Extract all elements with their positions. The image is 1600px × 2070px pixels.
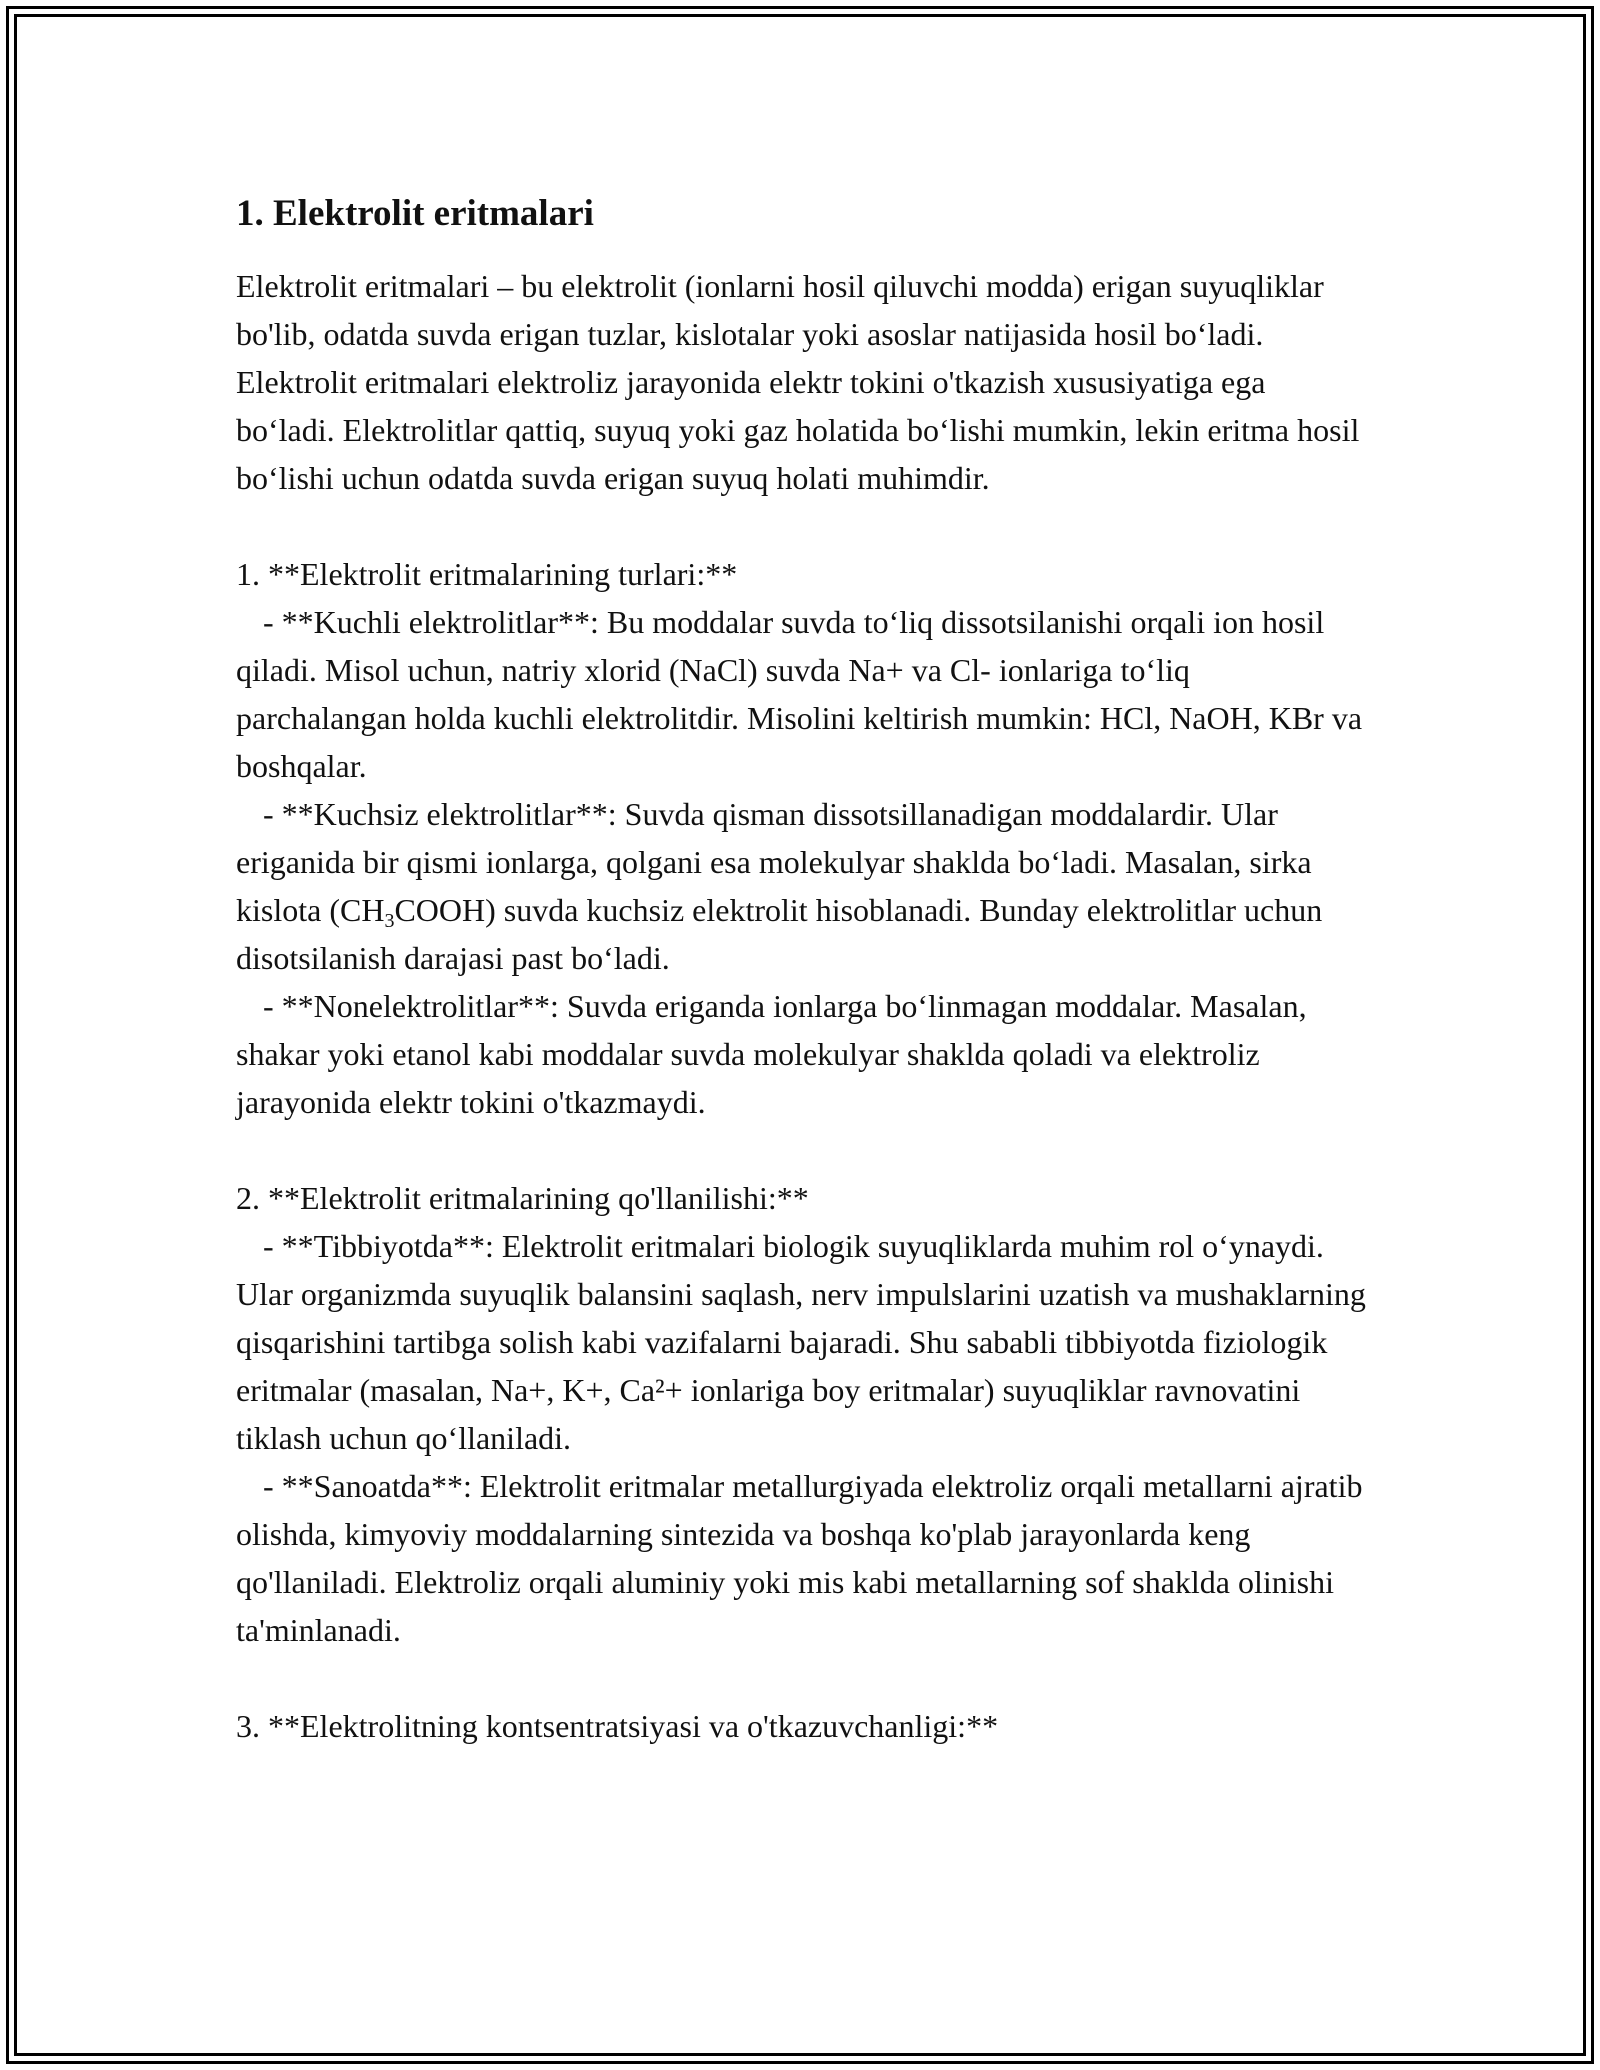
section-1-item-weak-electrolytes: [236, 790, 1366, 982]
section-3-heading: 3. **Elektrolitning kontsentratsiyasi va o'tkazuvchanligi:**: [236, 1708, 999, 1744]
spacer: [236, 1126, 1366, 1174]
section-1-item-nonelectrolytes: - **Nonelektrolitlar**: Suvda eriganda ionlarga bo‘linmagan moddalar. Masalan, shakar yoki etanol kabi moddalar suvda molekulyar shaklda qoladi va elektroliz jarayonida elektr tokini o'tkazmaydi.: [236, 988, 1307, 1120]
section-1-heading: 1. **Elektrolit eritmalarining turlari:**: [236, 556, 738, 592]
spacer: [236, 502, 1366, 550]
section-1-item-strong-electrolytes: - **Kuchli elektrolitlar**: Bu moddalar suvda to‘liq dissotsilanishi orqali ion hosil qiladi. Misol uchun, natriy xlorid (NaCl) suvda Na+ va Cl- ionlariga to‘liq parchalangan holda kuchli elektrolitdir. Misolini keltirish mumkin: HCl, NaOH, KBr va boshqalar.: [236, 604, 1363, 784]
section-2-item-medicine: - **Tibbiyotda**: Elektrolit eritmalari biologik suyuqliklarda muhim rol o‘ynaydi. Ular organizmda suyuqlik balansini saqlash, nerv impulslarini uzatish va mushaklarning qisqarishini tartibga solish kabi vazifalarni bajaradi. Shu sababli tibbiyotda fiziologik eritmalar (masalan, Na+, K+, Ca²+ ionlariga boy eritmalar) suyuqliklar ravnovatini tiklash uchun qo‘llaniladi.: [236, 1228, 1366, 1456]
section-2-heading: 2. **Elektrolit eritmalarining qo'llanilishi:**: [236, 1180, 809, 1216]
subscript-3: 3: [384, 910, 395, 932]
intro-paragraph: Elektrolit eritmalari – bu elektrolit (ionlarni hosil qiluvchi modda) erigan suyuqliklar bo'lib, odatda suvda erigan tuzlar, kislotalar yoki asoslar natijasida hosil bo‘ladi. Elektrolit eritmalari elektroliz jarayonida elektr tokini o'tkazish xususiyatiga ega bo‘ladi. Elektrolitlar qattiq, suyuq yoki gaz holatida bo‘lishi mumkin, lekin eritma hosil bo‘lishi uchun odatda suvda erigan suyuq holati muhimdir.: [236, 268, 1360, 496]
document-title: 1. Elektrolit eritmalari: [236, 193, 594, 234]
weak-electrolytes-text-start: - **Kuchsiz elektrolitlar**: Suvda qisman dissotsillanadigan moddalardir. Ular eriganida bir qismi ionlarga, qolgani esa molekulyar shaklda bo‘ladi. Masalan, sirka kislota (CH: [236, 796, 1312, 928]
section-2-item-industry: - **Sanoatda**: Elektrolit eritmalar metallurgiyada elektroliz orqali metallarni ajratib olishda, kimyoviy moddalarning sintezida va boshqa ko'plab jarayonlarda keng qo'llaniladi. Elektroliz orqali aluminiy yoki mis kabi metallarning sof shaklda olinishi ta'minlanadi.: [236, 1468, 1363, 1648]
weak-electrolytes-text-end: COOH) suvda kuchsiz elektrolit hisoblanadi. Bunday elektrolitlar uchun disotsilanish darajasi past bo‘ladi.: [236, 892, 1323, 976]
document-body: [236, 184, 1366, 1750]
spacer: [236, 1654, 1366, 1702]
